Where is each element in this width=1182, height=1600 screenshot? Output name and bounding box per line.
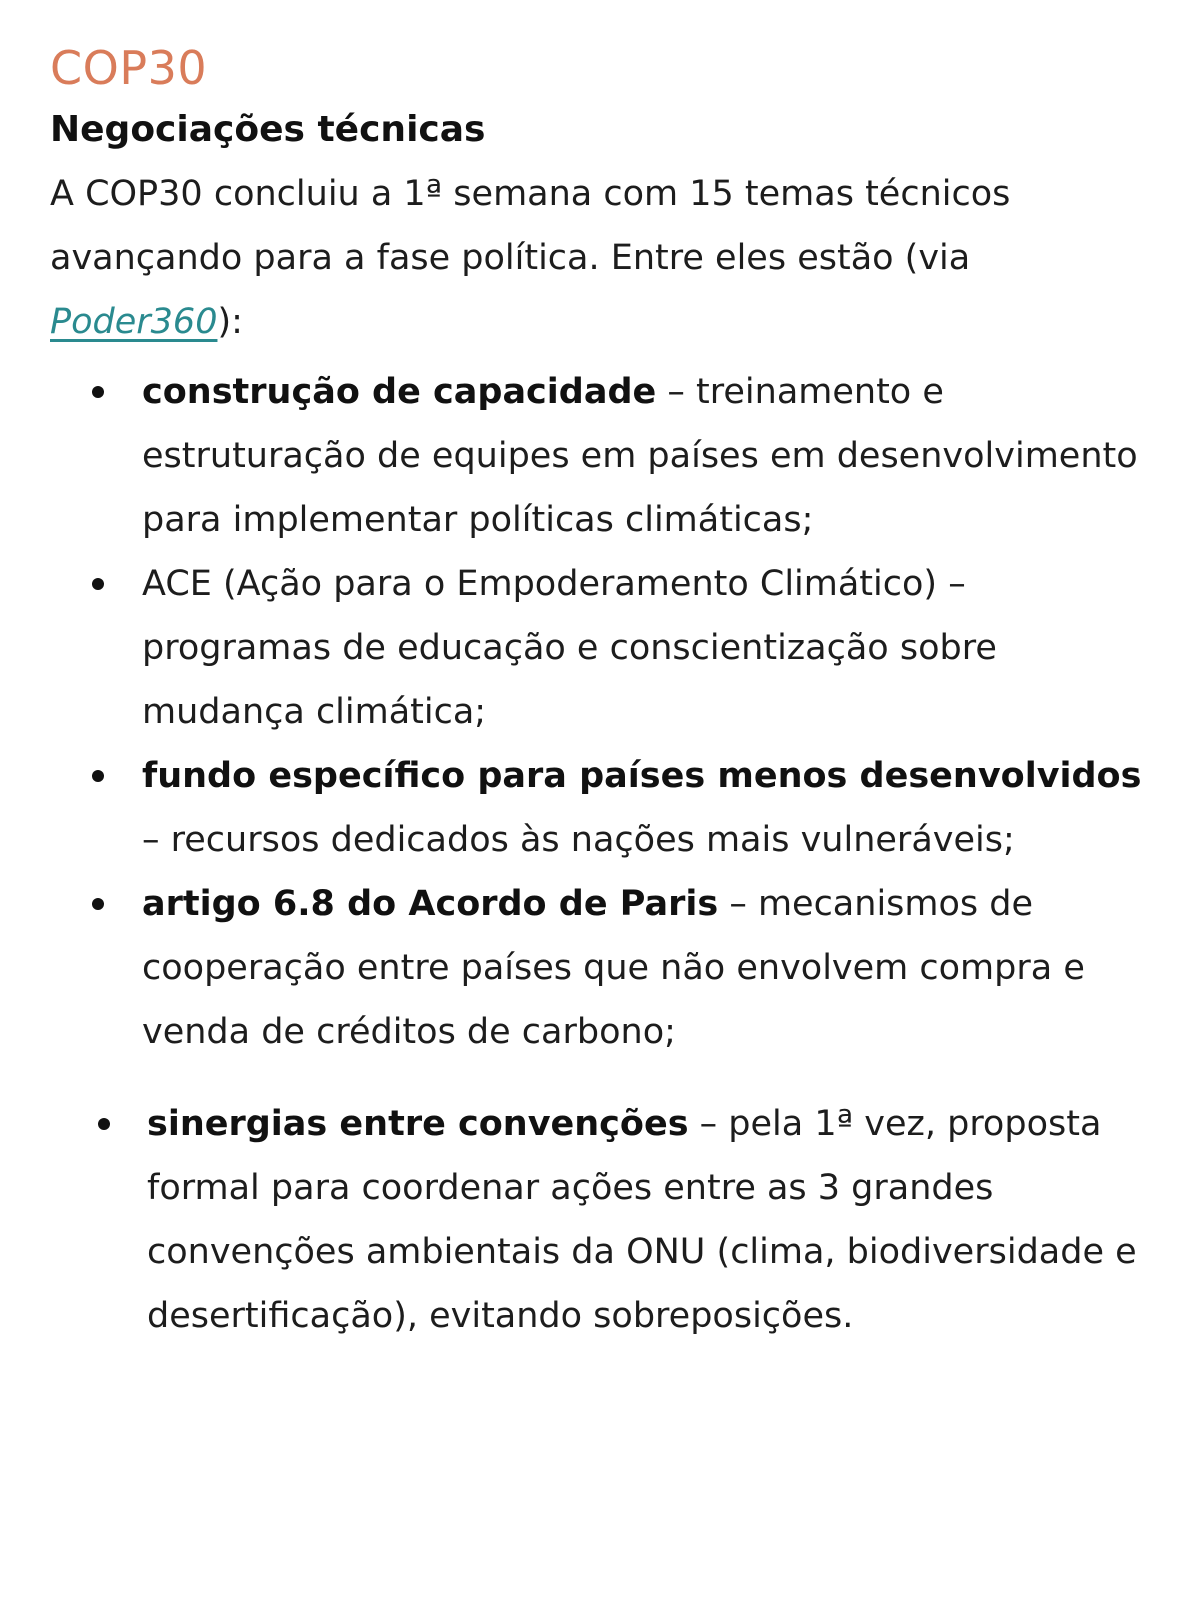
bullet-icon: [92, 386, 104, 398]
list-item: [50, 552, 1142, 744]
list-item: [50, 360, 1142, 552]
topic-description: – mecanismos de cooperação entre países que não envolvem compra e venda de créditos de carbono;: [142, 884, 1085, 1052]
topic-description: – pela 1ª vez, proposta formal para coordenar ações entre as 3 grandes convenções ambientais da ONU (clima, biodiversidade e desertificação), evitando sobreposições.: [147, 1104, 1137, 1336]
list-item: [50, 872, 1142, 1064]
bullet-icon: [92, 898, 104, 910]
topic-title: sinergias entre convenções: [147, 1104, 689, 1144]
topics-list: [50, 360, 1142, 1348]
topic-title: construção de capacidade: [142, 372, 657, 412]
topic-title: artigo 6.8 do Acordo de Paris: [142, 884, 719, 924]
intro-paragraph: [50, 162, 1142, 354]
list-item: [50, 1092, 1142, 1348]
intro-text-end: ):: [217, 302, 243, 342]
intro-text: A COP30 concluiu a 1ª semana com 15 temas técnicos avançando para a fase política. Entre eles estão (via: [50, 174, 1011, 278]
topic-description: ACE (Ação para o Empoderamento Climático) – programas de educação e conscientização sobre mudança climática;: [142, 564, 997, 732]
topic-description: – treinamento e estruturação de equipes em países em desenvolvimento para implementar políticas climáticas;: [142, 372, 1138, 540]
list-item: [50, 744, 1142, 872]
section-label: COP30: [50, 41, 208, 95]
source-link[interactable]: Poder360: [50, 302, 218, 342]
bullet-icon: [98, 1118, 110, 1130]
bullet-icon: [92, 578, 104, 590]
bullet-icon: [92, 770, 104, 782]
topic-description: – recursos dedicados às nações mais vulneráveis;: [142, 820, 1015, 860]
article-subtitle: Negociações técnicas: [50, 109, 486, 150]
topic-title: fundo específico para países menos desenvolvidos: [142, 756, 1142, 796]
